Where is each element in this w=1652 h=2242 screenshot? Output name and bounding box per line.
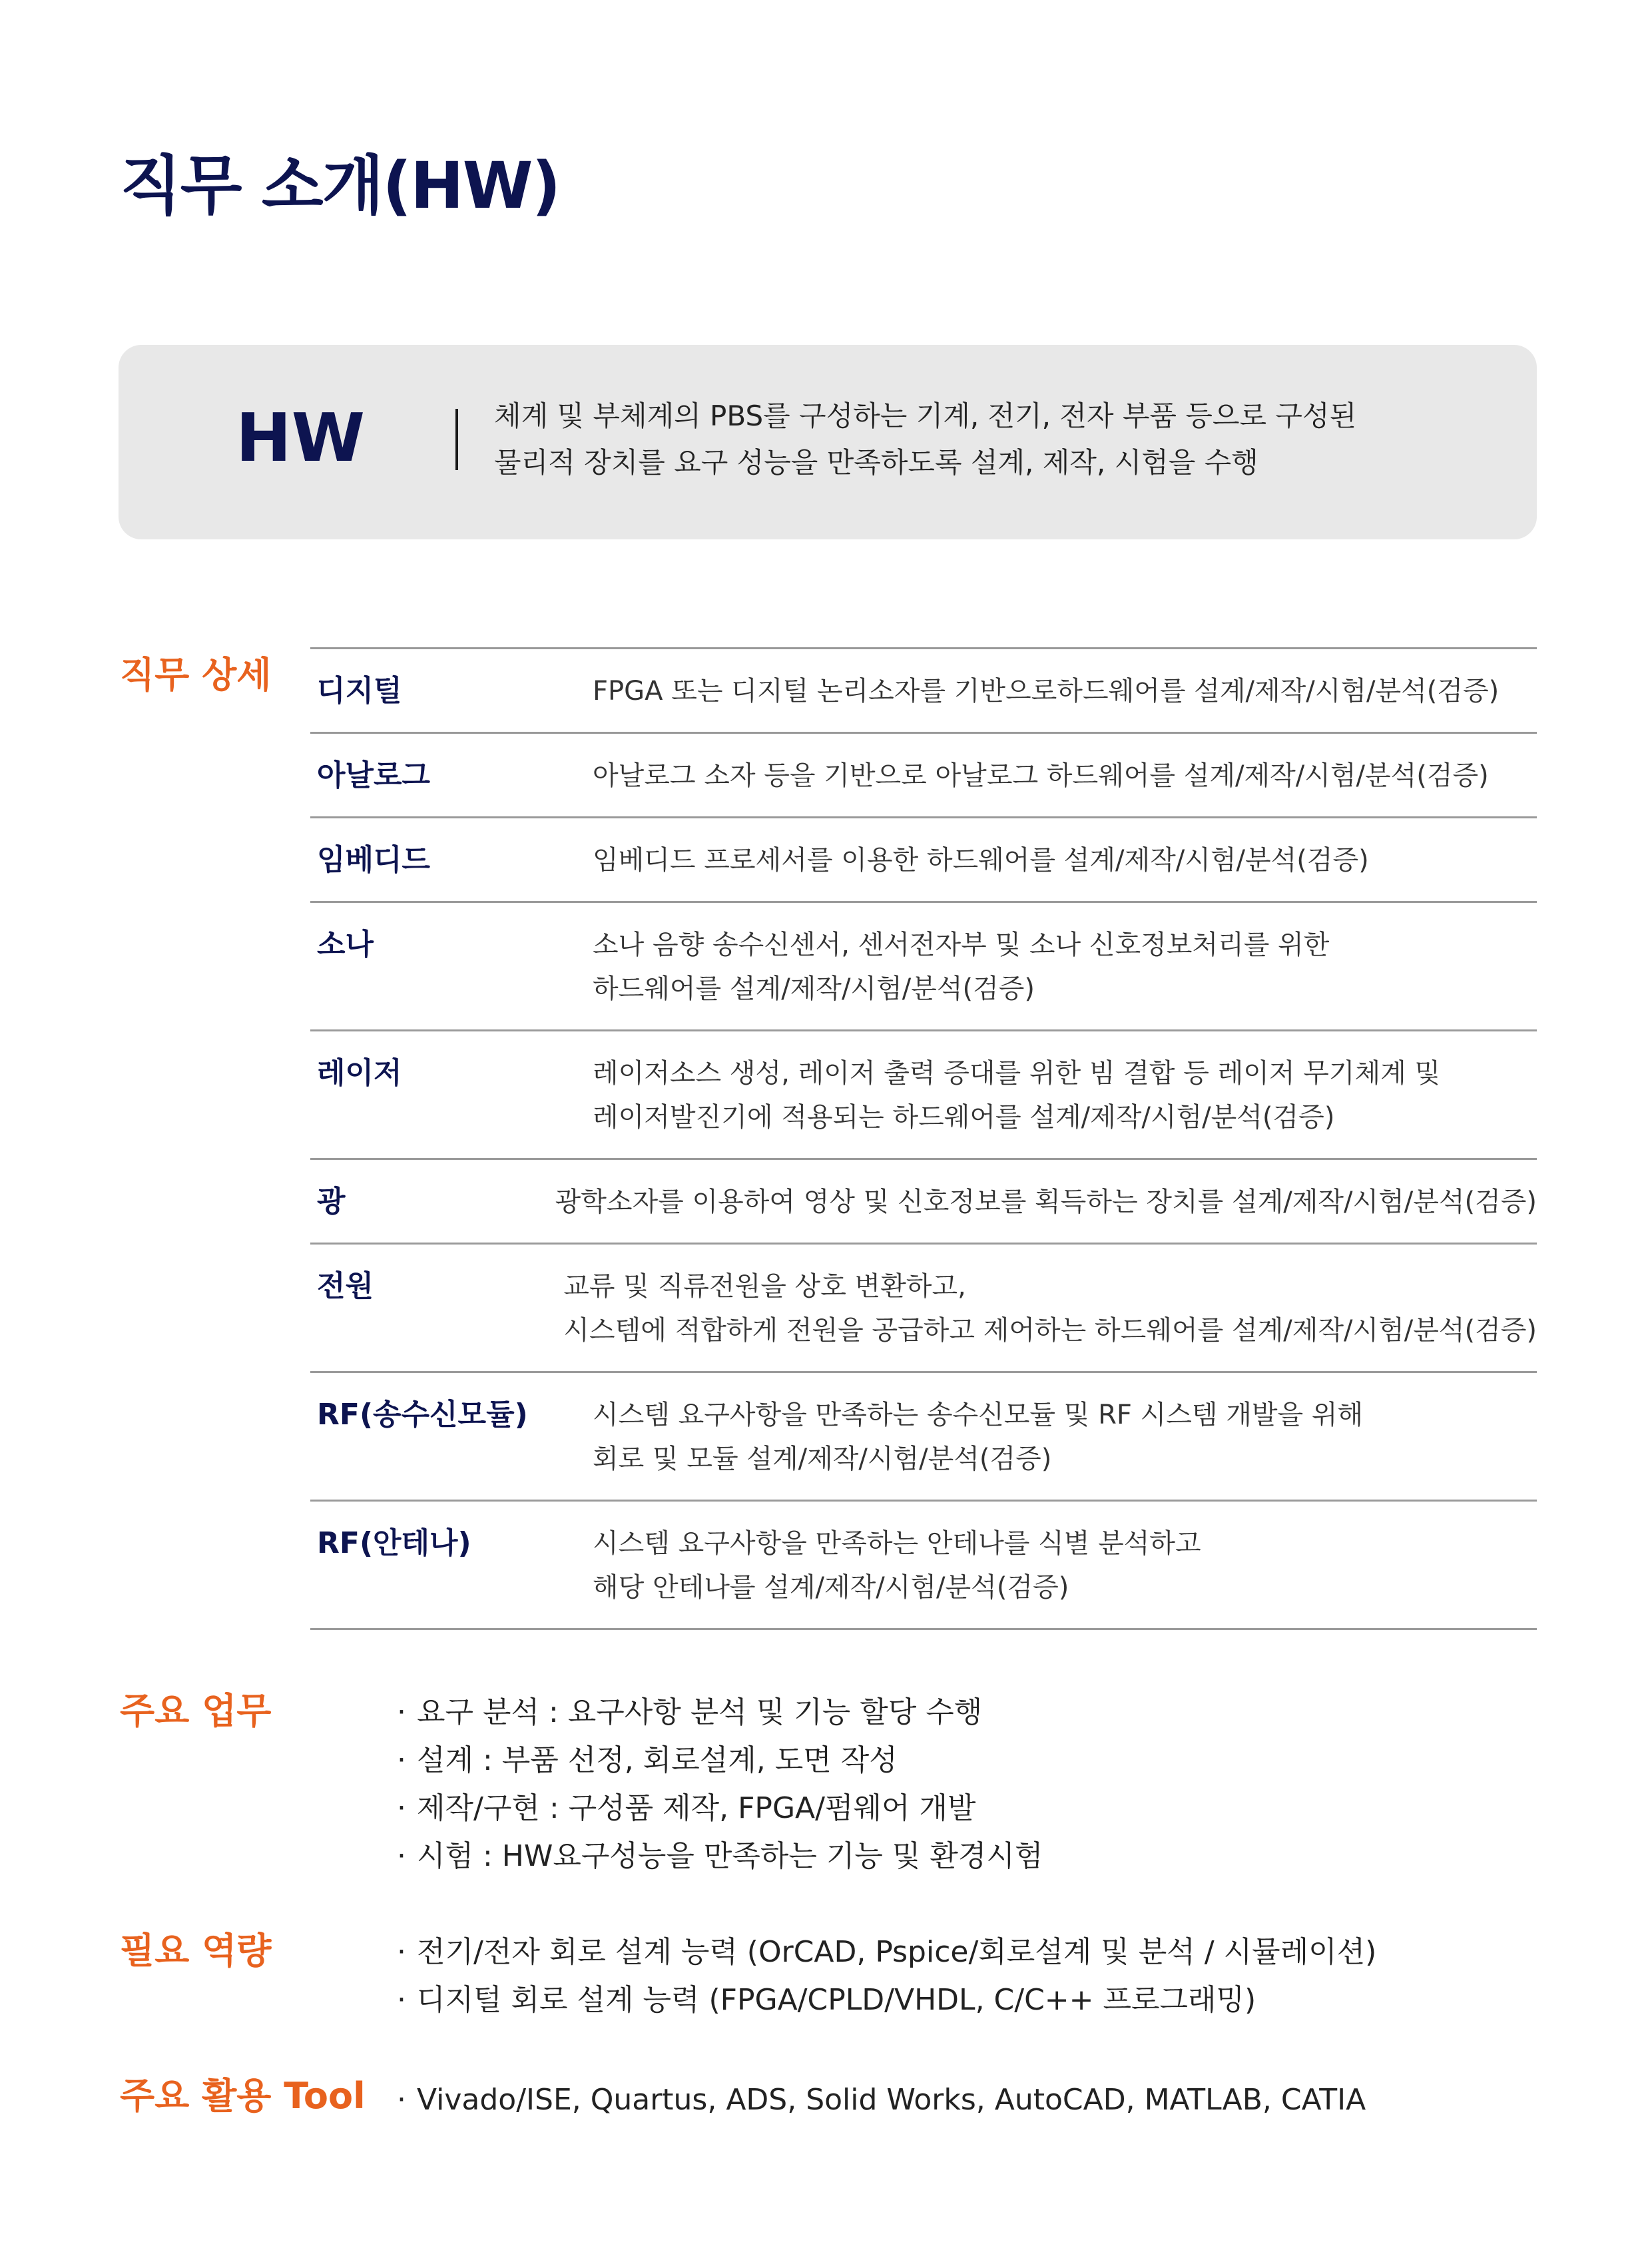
- job-detail-row: [310, 1373, 1537, 1502]
- job-detail-description: [593, 1393, 1537, 1481]
- job-detail-description: [555, 1180, 1537, 1224]
- job-detail-description: [563, 1264, 1537, 1352]
- job-detail-line: 해당 안테나를 설계/제작/시험/분석(검증): [593, 1572, 1069, 1603]
- job-detail-line: 레이저소스 생성, 레이저 출력 증대를 위한 빔 결합 등 레이저 무기체계 및: [593, 1058, 1441, 1089]
- job-detail-heading: 직무 상세: [120, 654, 272, 696]
- job-detail-table: [310, 647, 1537, 1630]
- job-detail-name: 전원: [317, 1269, 374, 1303]
- job-detail-description: [593, 1051, 1537, 1139]
- job-detail-row: [310, 1031, 1537, 1160]
- list-item: · 요구 분석 : 요구사항 분석 및 기능 할당 수행: [397, 1689, 1043, 1737]
- hw-label: HW: [236, 399, 365, 477]
- bullet-icon: ·: [397, 1791, 406, 1825]
- bullet-icon: ·: [397, 1983, 406, 2017]
- hw-description: [494, 393, 1493, 486]
- required-skills-list: [397, 1928, 1376, 2024]
- job-detail-line: 시스템 요구사항을 만족하는 송수신모듈 및 RF 시스템 개발을 위해: [593, 1400, 1364, 1430]
- tools-list: · Vivado/ISE, Quartus, ADS, Solid Works, AutoCAD, MATLAB, CATIA: [397, 2076, 1366, 2124]
- job-detail-row: [310, 734, 1537, 818]
- list-item: · 설계 : 부품 선정, 회로설계, 도면 작성: [397, 1737, 1043, 1785]
- job-detail-line: 교류 및 직류전원을 상호 변환하고,: [563, 1271, 966, 1302]
- hw-description-line: 체계 및 부체계의 PBS를 구성하는 기계, 전기, 전자 부품 등으로 구성된: [494, 400, 1357, 432]
- bullet-icon: ·: [397, 1839, 406, 1873]
- job-detail-line: 레이저발진기에 적용되는 하드웨어를 설계/제작/시험/분석(검증): [593, 1102, 1335, 1133]
- job-detail-name: 디지털: [317, 674, 402, 708]
- job-detail-description: [593, 669, 1537, 713]
- job-detail-description: [593, 838, 1537, 882]
- job-detail-row: [310, 1160, 1537, 1245]
- tools-heading: 주요 활용 Tool: [120, 2075, 366, 2117]
- bullet-icon: ·: [397, 1935, 406, 1969]
- job-detail-line: 하드웨어를 설계/제작/시험/분석(검증): [593, 974, 1035, 1004]
- page-title: 직무 소개(HW): [120, 148, 560, 223]
- required-skills-heading: 필요 역량: [120, 1930, 272, 1972]
- list-item: · 전기/전자 회로 설계 능력 (OrCAD, Pspice/회로설계 및 분석 / 시뮬레이션): [397, 1928, 1376, 1976]
- job-detail-line: 소나 음향 송수신센서, 센서전자부 및 소나 신호정보처리를 위한: [593, 930, 1330, 960]
- job-detail-name: RF(송수신모듈): [317, 1398, 528, 1432]
- job-detail-row: [310, 903, 1537, 1031]
- list-item: · 시험 : HW요구성능을 만족하는 기능 및 환경시험: [397, 1832, 1043, 1880]
- job-detail-line: 시스템 요구사항을 만족하는 안테나를 식별 분석하고: [593, 1528, 1201, 1559]
- main-tasks-heading: 주요 업무: [120, 1690, 272, 1732]
- job-detail-line: 임베디드 프로세서를 이용한 하드웨어를 설계/제작/시험/분석(검증): [593, 845, 1369, 876]
- job-detail-line: FPGA 또는 디지털 논리소자를 기반으로하드웨어를 설계/제작/시험/분석(검증): [593, 676, 1500, 706]
- job-detail-line: 아날로그 소자 등을 기반으로 아날로그 하드웨어를 설계/제작/시험/분석(검증): [593, 760, 1489, 791]
- job-detail-row: [310, 1245, 1537, 1373]
- job-detail-line: 시스템에 적합하게 전원을 공급하고 제어하는 하드웨어를 설계/제작/시험/분석(검증): [563, 1315, 1537, 1346]
- job-detail-name: 광: [317, 1185, 346, 1219]
- job-detail-name: 소나: [317, 928, 374, 962]
- job-detail-name: 아날로그: [317, 758, 431, 792]
- job-detail-description: [593, 754, 1537, 798]
- job-detail-name: RF(안테나): [317, 1526, 471, 1560]
- job-detail-line: 광학소자를 이용하여 영상 및 신호정보를 획득하는 장치를 설계/제작/시험/분석(검증): [555, 1187, 1537, 1217]
- job-detail-description: [593, 923, 1537, 1011]
- hw-description-line: 물리적 장치를 요구 성능을 만족하도록 설계, 제작, 시험을 수행: [494, 446, 1258, 479]
- bullet-icon: ·: [397, 1695, 406, 1729]
- job-detail-description: [593, 1522, 1537, 1609]
- hw-divider: [455, 409, 458, 470]
- bullet-icon: ·: [397, 2083, 406, 2117]
- job-detail-row: [310, 649, 1537, 734]
- list-item: · 디지털 회로 설계 능력 (FPGA/CPLD/VHDL, C/C++ 프로그래밍): [397, 1976, 1376, 2024]
- job-detail-row: [310, 1502, 1537, 1630]
- main-tasks-list: [397, 1689, 1043, 1880]
- job-detail-name: 임베디드: [317, 843, 431, 877]
- job-detail-name: 레이저: [317, 1056, 402, 1090]
- job-detail-line: 회로 및 모듈 설계/제작/시험/분석(검증): [593, 1444, 1052, 1474]
- list-item: · 제작/구현 : 구성품 제작, FPGA/펌웨어 개발: [397, 1785, 1043, 1832]
- hw-summary-box: [119, 345, 1537, 539]
- bullet-icon: ·: [397, 1743, 406, 1777]
- job-detail-row: [310, 818, 1537, 903]
